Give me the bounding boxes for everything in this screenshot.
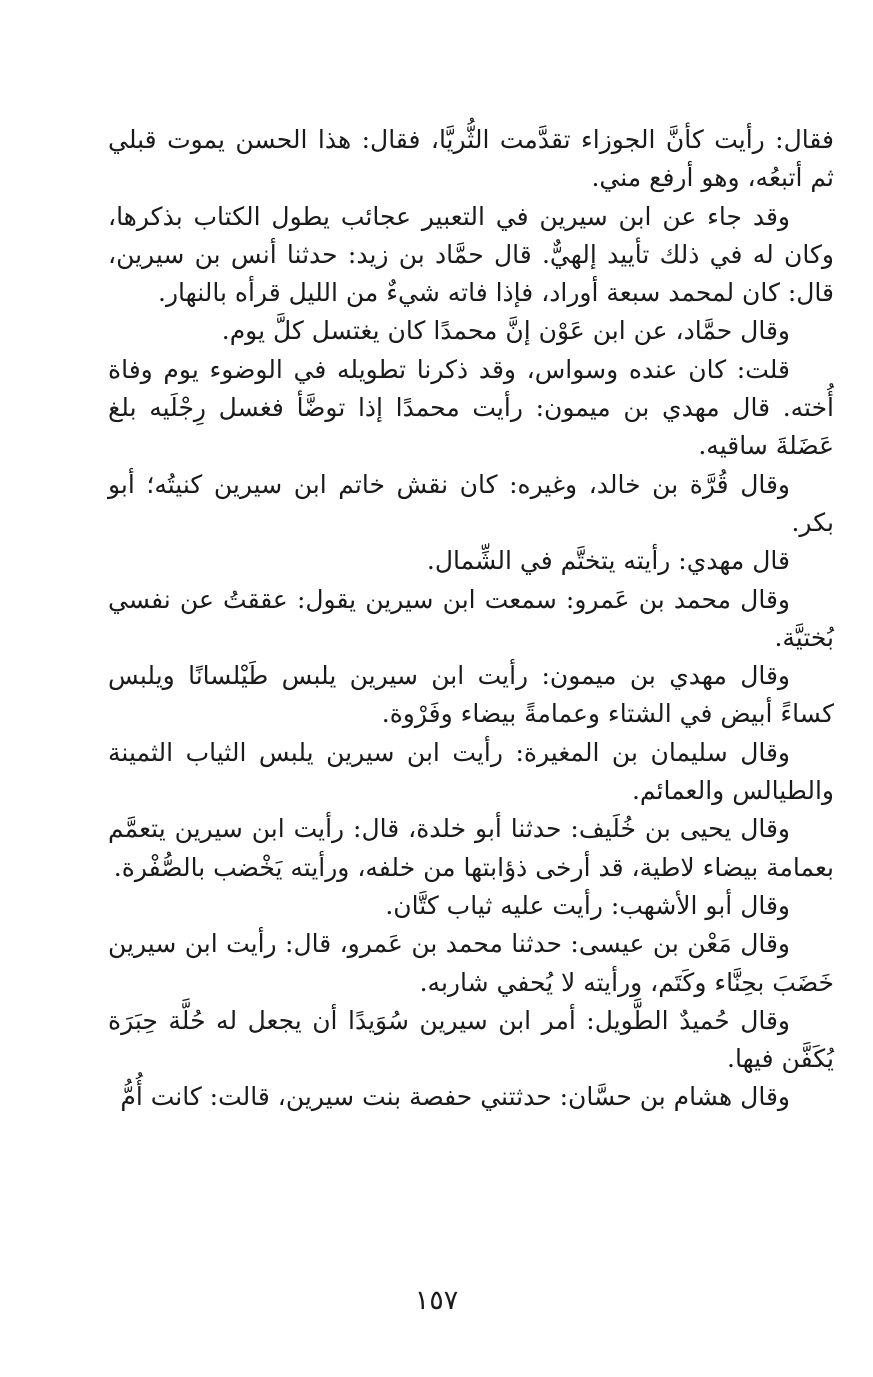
paragraph-6: قال مهدي: رأيته يتختَّم في الشِّمال. [426,546,790,576]
paragraph-2: وقد جاء عن ابن سيرين في التعبير عجائب يطول الكتاب بذكرها، وكان له في ذلك تأييد إلهيٌّ. قال حمَّاد بن زيد: حدثنا أنس بن سيرين، قال: كان لمحمد سبعة أوراد، فإذا فاته شيءٌ من الليل قرأه بالنهار. [108,201,834,308]
paragraph-9: وقال سليمان بن المغيرة: رأيت ابن سيرين يلبس الثياب الثمينة والطيالس والعمائم. [108,737,834,806]
paragraph-4: قلت: كان عنده وسواس، وقد ذكرنا تطويله في الوضوء يوم وفاة أُخته. قال مهدي بن ميمون: رأيت محمدًا إذا توضَّأ فغسل رِجْلَيه بلغ عَضَلةَ ساقيه. [108,354,834,461]
paragraph-7: وقال محمد بن عَمرو: سمعت ابن سيرين يقول: عققتُ عن نفسي بُختيَّة. [108,584,834,652]
body-text [108,121,834,1117]
paragraph-1: فقال: رأيت كأنَّ الجوزاء تقدَّمت الثُّريَّا، فقال: هذا الحسن يموت قبلي ثم أتبعُه، وهو أرفع مني. [108,125,834,193]
paragraph-12: وقال مَعْن بن عيسى: حدثنا محمد بن عَمرو، قال: رأيت ابن سيرين خَضَبَ بحِنَّاء وكَتَم، ورأيته لا يُحفي شاربه. [108,929,834,997]
page-number: ١٥٧ [414,1285,459,1316]
paragraph-14: وقال هشام بن حسَّان: حدثتني حفصة بنت سيرين، قالت: كانت أُمُّ [120,1082,790,1112]
paragraph-10: وقال يحيى بن خُلَيف: حدثنا أبو خلدة، قال: رأيت ابن سيرين يتعمَّم بعمامة بيضاء لاطية، قد أرخى ذؤابتها من خلفه، ورأيته يَخْضب بالصُّفْرة. [108,814,834,882]
paragraph-11: وقال أبو الأشهب: رأيت عليه ثياب كتَّان. [385,890,790,920]
paragraph-3: وقال حمَّاد، عن ابن عَوْن إنَّ محمدًا كان يغتسل كلَّ يوم. [221,316,790,346]
paragraph-8: وقال مهدي بن ميمون: رأيت ابن سيرين يلبس طَيْلسانًا ويلبس كساءً أبيض في الشتاء وعمامةً بيضاء وفَرْوة. [108,661,834,729]
paragraph-5: وقال قُرَّة بن خالد، وغيره: كان نقش خاتم ابن سيرين كنيتُه؛ أبو بكر. [108,469,834,537]
paragraph-13: وقال حُميدٌ الطَّويل: أمر ابن سيرين سُوَيدًا أن يجعل له حُلَّة حِبَرَة يُكَفَّن فيها. [108,1005,834,1074]
